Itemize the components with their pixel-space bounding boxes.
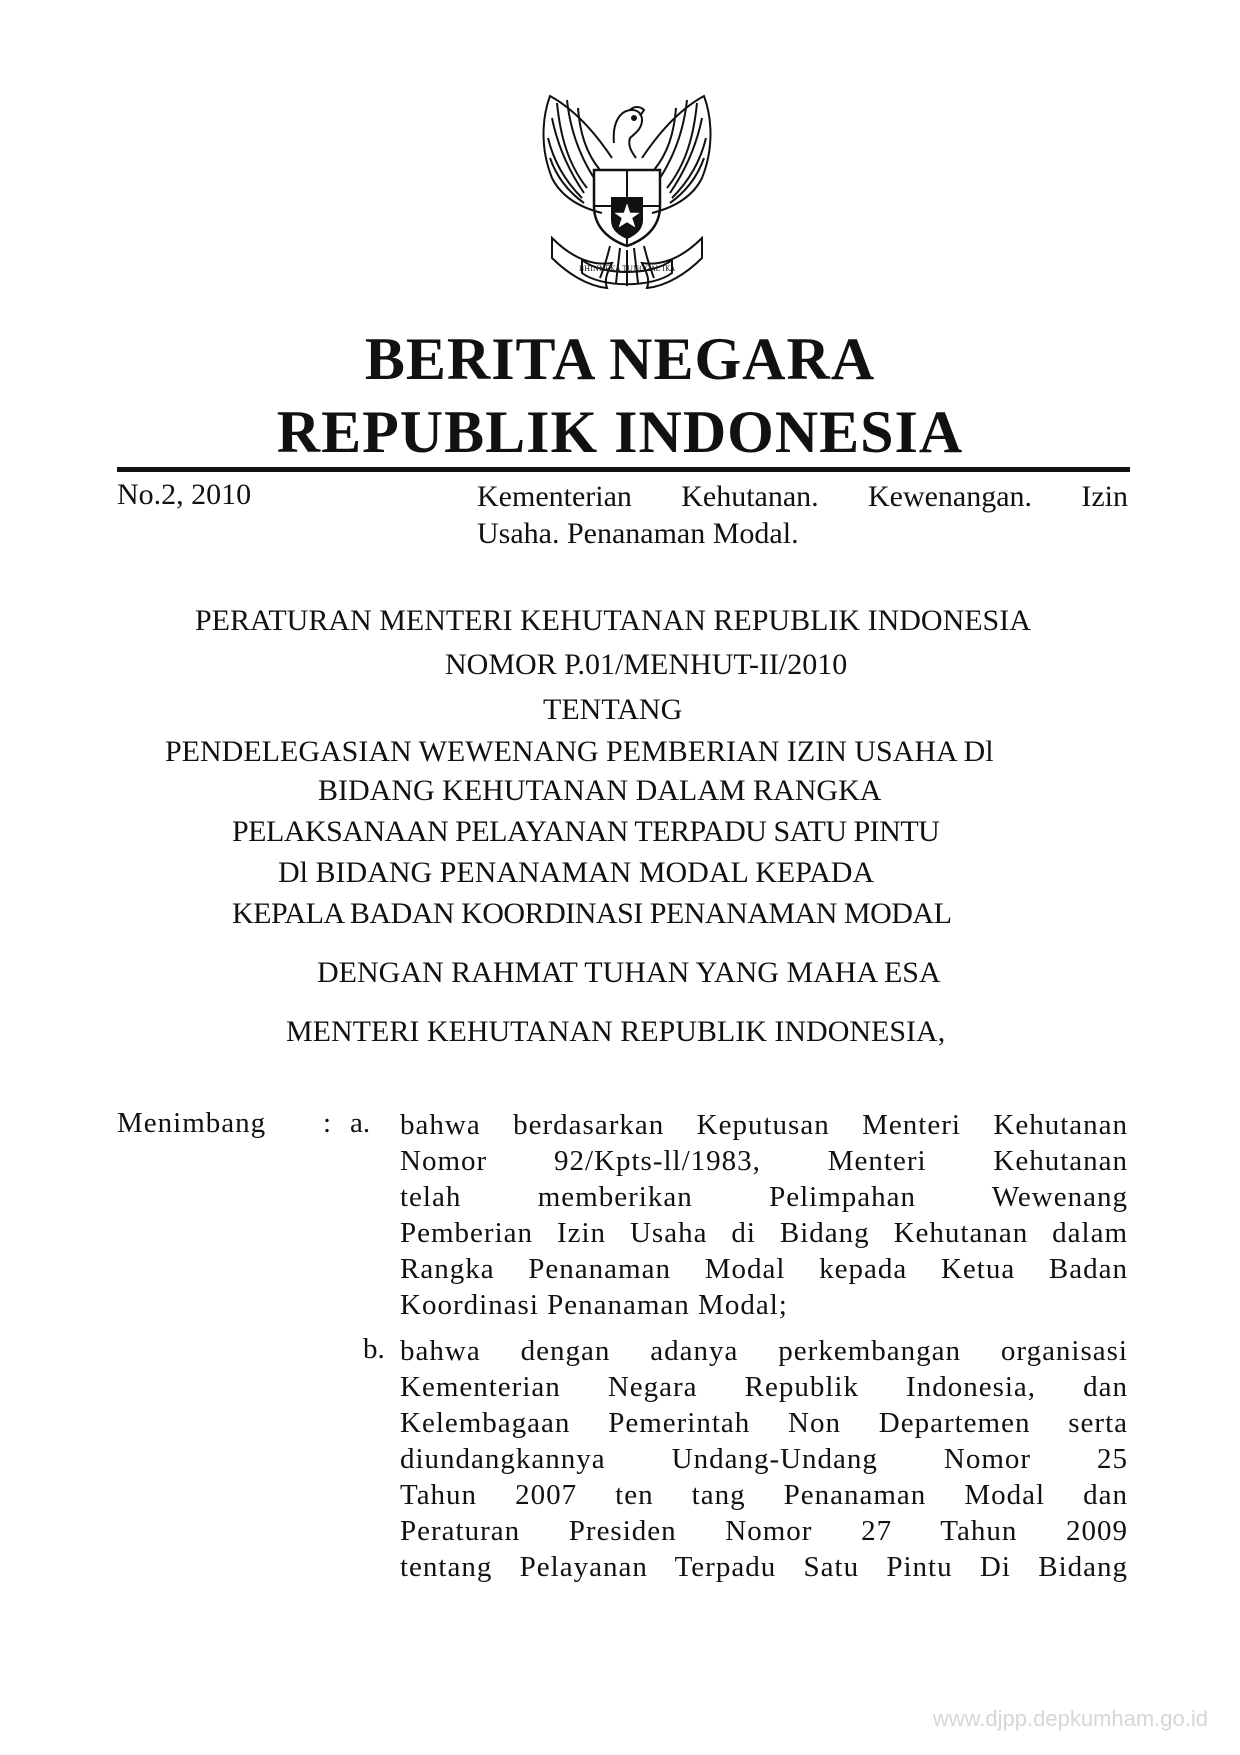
regulation-subject-line: KEPALA BADAN KOORDINASI PENANAMAN MODAL xyxy=(232,897,952,930)
header-rule xyxy=(117,467,1130,472)
gazette-subject xyxy=(477,478,1128,552)
regulation-subject-line: Dl BIDANG PENANAMAN MODAL KEPADA xyxy=(278,856,875,889)
item-line: diundangkannya Undang-Undang Nomor 25 xyxy=(400,1443,1128,1475)
item-line: Nomor 92/Kpts-ll/1983, Menteri Kehutanan xyxy=(400,1145,1128,1177)
regulation-subject-line: BIDANG KEHUTANAN DALAM RANGKA xyxy=(318,774,882,807)
item-line: bahwa berdasarkan Keputusan Menteri Kehutanan xyxy=(400,1109,1128,1141)
blessing: DENGAN RAHMAT TUHAN YANG MAHA ESA xyxy=(317,956,941,989)
watermark-link[interactable]: www.djpp.depkumham.go.id xyxy=(932,1706,1208,1731)
gazette-subject-line: Kementerian Kehutanan. Kewenangan. Izin xyxy=(477,480,1128,513)
minister-title: MENTERI KEHUTANAN REPUBLIK INDONESIA, xyxy=(286,1015,946,1048)
item-line: Kementerian Negara Republik Indonesia, dan xyxy=(400,1371,1128,1403)
item-line: Pemberian Izin Usaha di Bidang Kehutanan dalam xyxy=(400,1217,1128,1249)
regulation-title: PERATURAN MENTERI KEHUTANAN REPUBLIK INDONESIA xyxy=(195,604,1031,637)
regulation-about: TENTANG xyxy=(543,693,683,726)
masthead-line2: REPUBLIK INDONESIA xyxy=(276,399,964,465)
gazette-subject-line: Usaha. Penanaman Modal. xyxy=(477,517,799,550)
item-marker: a. xyxy=(350,1107,371,1139)
considering-colon: : xyxy=(323,1107,332,1139)
garuda-emblem-icon xyxy=(512,88,742,300)
considering-item-b xyxy=(400,1333,1128,1585)
item-line: Koordinasi Penanaman Modal; xyxy=(400,1289,788,1321)
masthead-line1: BERITA NEGARA xyxy=(364,326,876,392)
item-line: bahwa dengan adanya perkembangan organisasi xyxy=(400,1335,1128,1367)
item-line: Rangka Penanaman Modal kepada Ketua Badan xyxy=(400,1253,1128,1285)
item-marker: b. xyxy=(363,1333,385,1365)
regulation-subject-line: PENDELEGASIAN WEWENANG PEMBERIAN IZIN USAHA Dl xyxy=(165,735,994,768)
emblem-motto: BHINNEKA TUNGGAL IKA xyxy=(578,265,676,273)
regulation-number: NOMOR P.01/MENHUT-II/2010 xyxy=(445,648,848,681)
considering-item-a xyxy=(400,1107,1128,1323)
item-line: telah memberikan Pelimpahan Wewenang xyxy=(400,1181,1128,1213)
item-line: Peraturan Presiden Nomor 27 Tahun 2009 xyxy=(400,1515,1128,1547)
item-line: Kelembagaan Pemerintah Non Departemen serta xyxy=(400,1407,1128,1439)
item-line: tentang Pelayanan Terpadu Satu Pintu Di Bidang xyxy=(400,1551,1128,1583)
item-line: Tahun 2007 ten tang Penanaman Modal dan xyxy=(400,1479,1128,1511)
gazette-number: No.2, 2010 xyxy=(117,478,252,511)
considering-label: Menimbang xyxy=(117,1107,267,1139)
regulation-subject-line: PELAKSANAAN PELAYANAN TERPADU SATU PINTU xyxy=(232,815,940,848)
